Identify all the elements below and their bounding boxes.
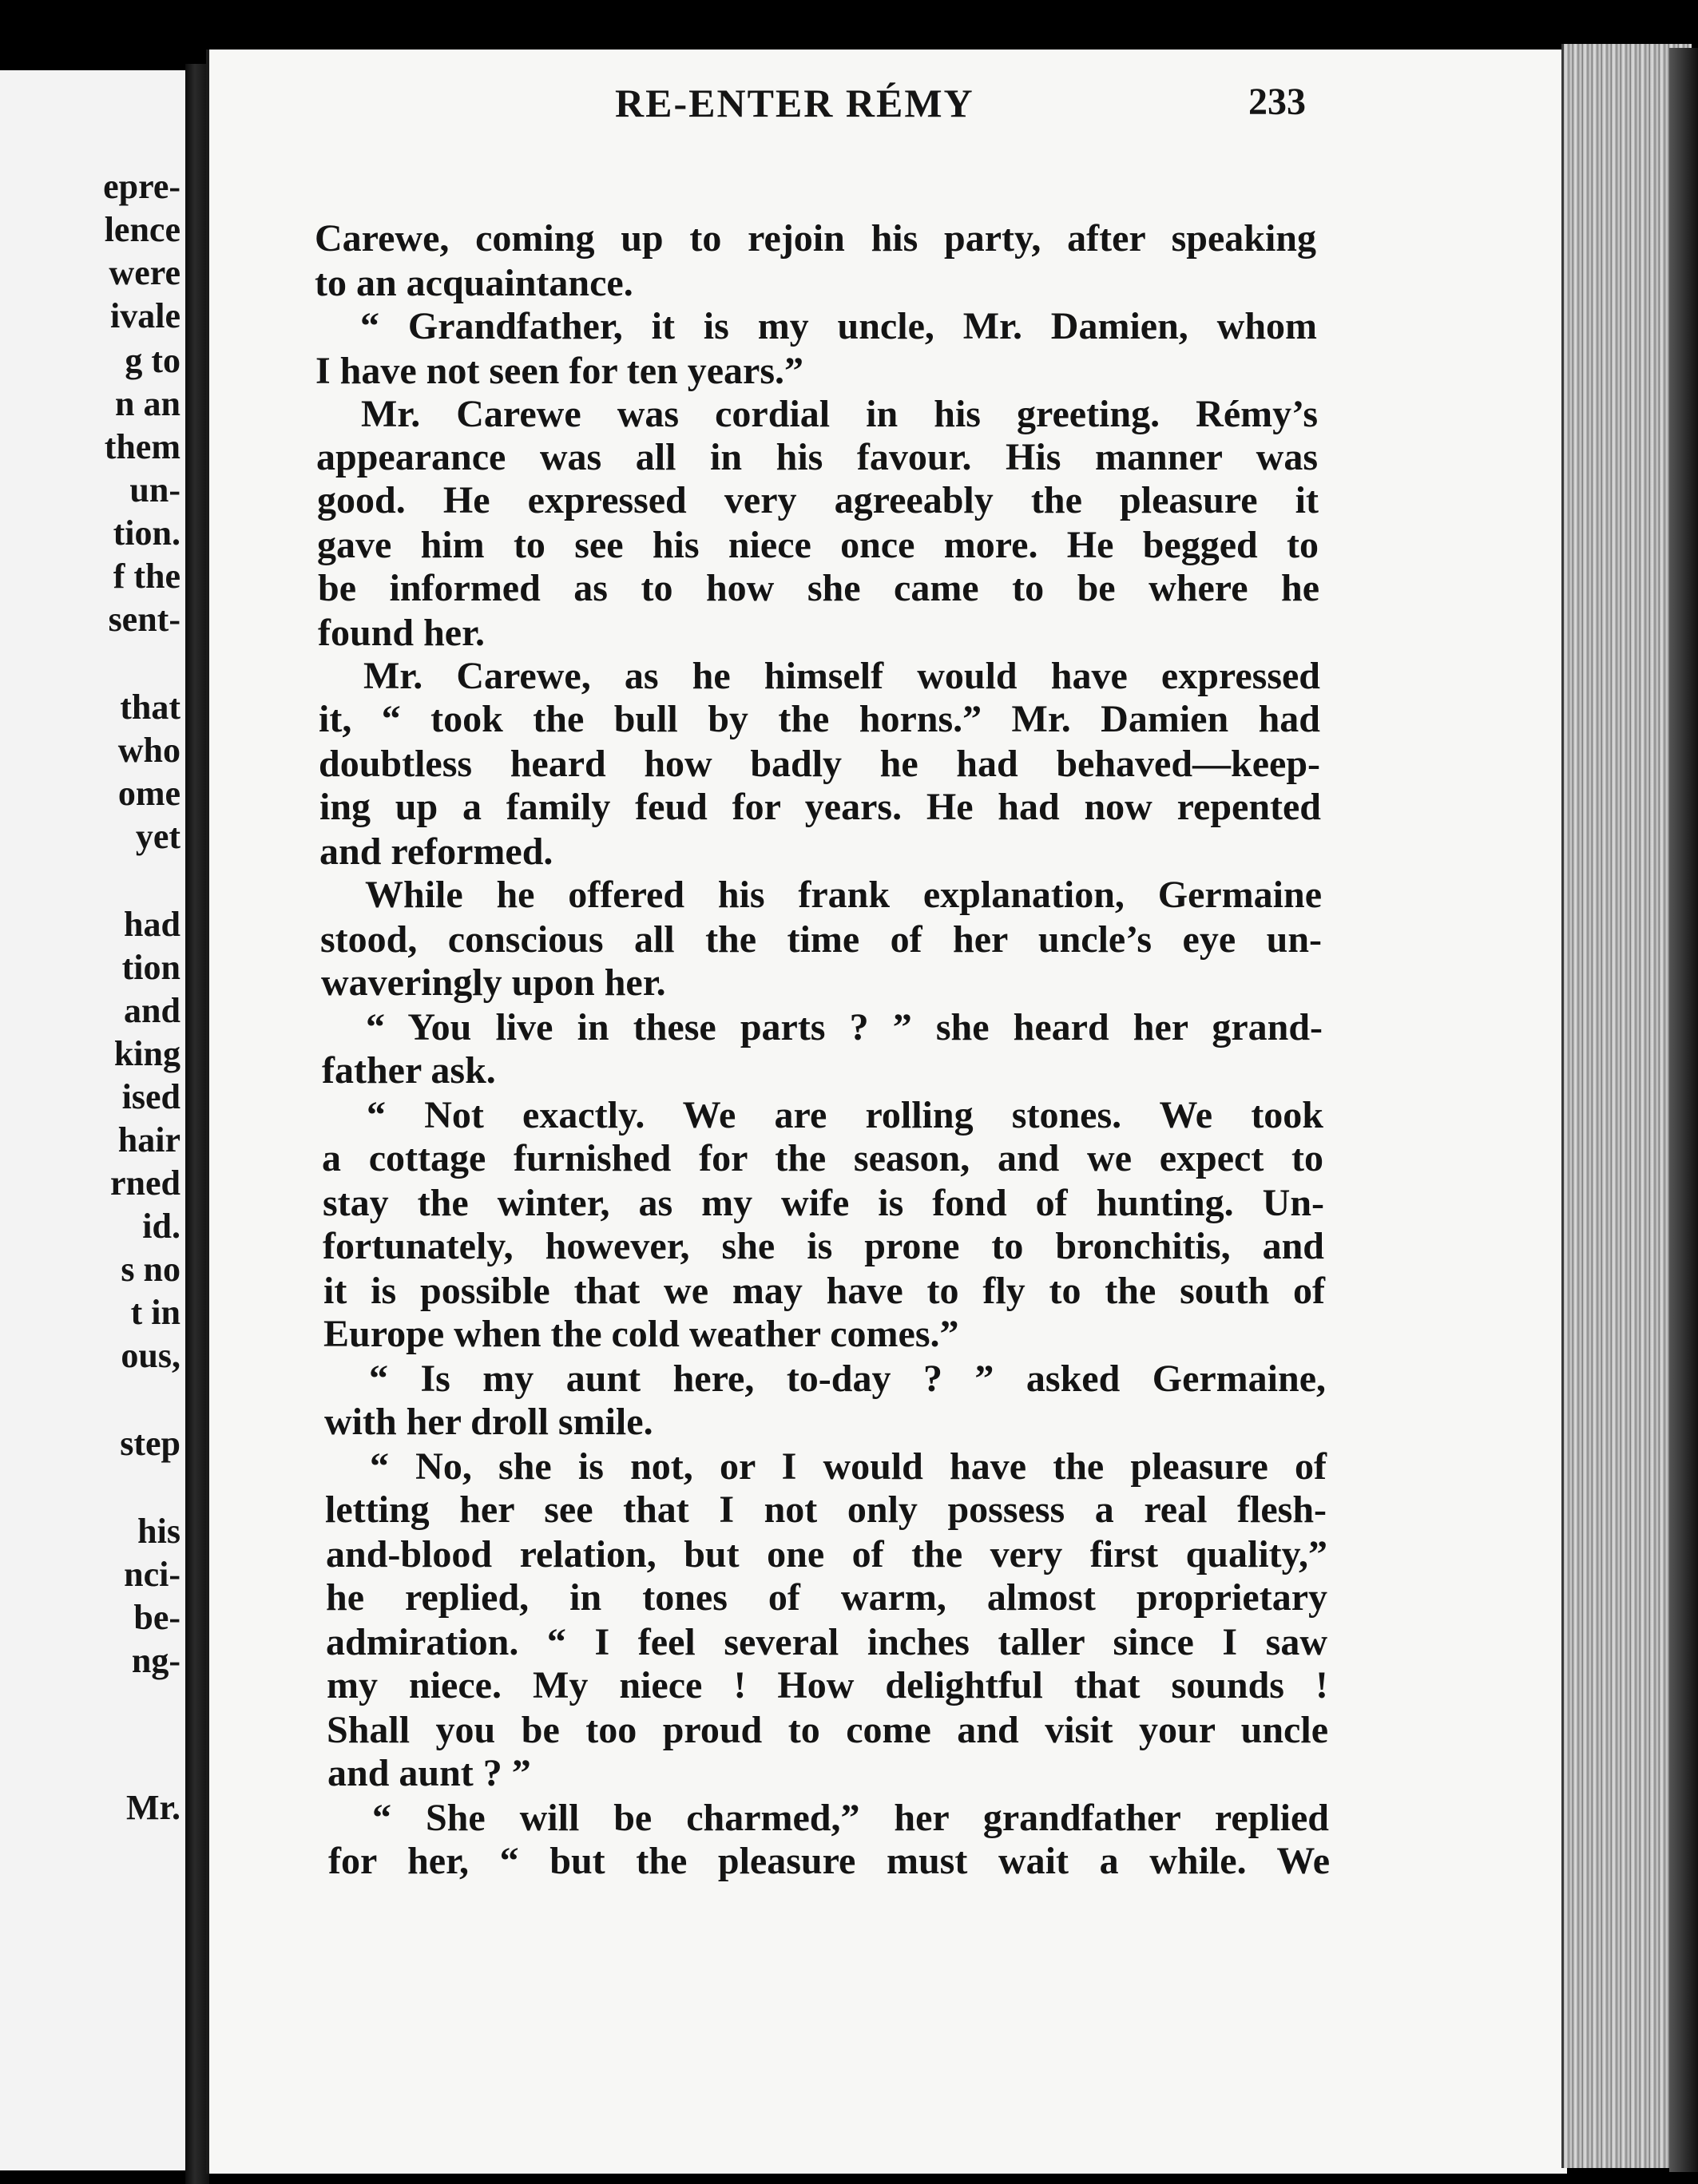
- text-line: gave him to see his niece once more. He begged to: [317, 524, 1319, 566]
- running-head: RE-ENTER RÉMY: [615, 81, 974, 125]
- left-page-fragment: nci-: [124, 1555, 181, 1594]
- left-page-fragment: t in: [130, 1293, 181, 1332]
- text-line: Mr. Carewe, as he himself would have expressed: [363, 655, 1320, 697]
- text-line: “ Is my aunt here, to-day ? ” asked Germaine,: [369, 1358, 1326, 1400]
- text-line: letting her see that I not only possess a real flesh-: [325, 1488, 1327, 1531]
- left-page-fragment: ised: [121, 1077, 181, 1116]
- left-page-fragment: Mr.: [125, 1788, 181, 1827]
- text-line: and aunt ? ”: [327, 1752, 531, 1794]
- text-line: Europe when the cold weather comes.”: [323, 1313, 959, 1355]
- text-line: fortunately, however, she is prone to bronchitis, and: [323, 1225, 1324, 1267]
- text-line: Shall you be too proud to come and visit your uncle: [327, 1709, 1328, 1751]
- text-line: it, “ took the bull by the horns.” Mr. Damien had: [319, 698, 1320, 740]
- left-page-fragment: g to: [125, 341, 181, 380]
- text-line: “ You live in these parts ? ” she heard her grand-: [366, 1006, 1323, 1048]
- left-page-fragment: id.: [142, 1207, 181, 1246]
- text-line: found her.: [318, 612, 485, 654]
- book-edge-shadow: [1669, 48, 1698, 2172]
- left-page-fragment: and: [124, 991, 181, 1030]
- left-page-fragment: n an: [115, 384, 181, 423]
- left-page-fragment: rned: [110, 1163, 181, 1203]
- text-line: stay the winter, as my wife is fond of hunting. Un-: [323, 1182, 1324, 1224]
- left-page-fragment: f the: [113, 557, 181, 596]
- text-line: stood, conscious all the time of her uncle’s eye un-: [320, 918, 1322, 961]
- text-line: Mr. Carewe was cordial in his greeting. Rémy’s: [361, 393, 1318, 435]
- left-page-fragment: ome: [117, 774, 181, 813]
- text-line: appearance was all in his favour. His manner was: [316, 436, 1318, 478]
- text-line: “ No, she is not, or I would have the pleasure of: [370, 1445, 1327, 1488]
- left-page-fragment: that: [120, 688, 181, 727]
- text-line: my niece. My niece ! How delightful that sounds !: [327, 1664, 1328, 1706]
- left-page-fragment: his: [137, 1512, 181, 1551]
- text-line: admiration. “ I feel several inches taller since I saw: [326, 1621, 1327, 1663]
- left-page-fragment: epre-: [103, 167, 181, 206]
- left-page-fragment: tion.: [113, 513, 181, 553]
- left-page-fragment: were: [109, 253, 181, 292]
- text-line: a cottage furnished for the season, and we expect to: [322, 1137, 1323, 1179]
- left-page-fragment: s no: [121, 1250, 181, 1289]
- text-line: waveringly upon her.: [321, 961, 666, 1004]
- text-line: Carewe, coming up to rejoin his party, after speaking: [315, 217, 1316, 260]
- left-page-fragment: sent-: [108, 600, 181, 639]
- text-line: doubtless heard how badly he had behaved—keep-: [319, 743, 1320, 785]
- left-page-fragment: tion: [121, 948, 181, 987]
- text-line: to an acquaintance.: [315, 262, 633, 304]
- text-line: “ Not exactly. We are rolling stones. We took: [367, 1094, 1323, 1136]
- text-line: “ She will be charmed,” her grandfather replied: [372, 1797, 1329, 1839]
- text-line: father ask.: [322, 1049, 496, 1092]
- left-page-fragment: ivale: [110, 296, 181, 335]
- text-line: While he offered his frank explanation, Germaine: [365, 874, 1322, 916]
- page-number: 233: [1248, 81, 1306, 123]
- left-page-fragment: step: [120, 1424, 181, 1463]
- text-line: be informed as to how she came to be where he: [318, 567, 1319, 609]
- left-page-fragment: hair: [117, 1120, 181, 1159]
- left-page-fragment: who: [117, 731, 181, 770]
- text-line: with her droll smile.: [324, 1401, 653, 1443]
- text-line: “ Grandfather, it is my uncle, Mr. Damien, whom: [360, 305, 1317, 347]
- text-line: I have not seen for ten years.”: [315, 350, 804, 392]
- left-page-fragment: be-: [133, 1598, 181, 1637]
- left-page-fragment: lence: [104, 210, 181, 249]
- text-line: he replied, in tones of warm, almost proprietary: [326, 1576, 1327, 1619]
- left-page: [0, 70, 188, 2170]
- text-line: ing up a family feud for years. He had now repented: [319, 786, 1321, 828]
- text-line: and reformed.: [319, 830, 553, 873]
- left-page-fragment: them: [104, 427, 181, 466]
- left-page-fragment: yet: [135, 817, 181, 856]
- left-page-fragment: un-: [129, 470, 181, 509]
- left-page-fragment: ng-: [131, 1641, 181, 1680]
- left-page-fragment: had: [124, 905, 181, 944]
- text-line: it is possible that we may have to fly to the south of: [323, 1270, 1325, 1312]
- text-line: good. He expressed very agreeably the pleasure it: [317, 479, 1319, 521]
- text-line: for her, “ but the pleasure must wait a while. We: [328, 1840, 1330, 1882]
- text-line: and-blood relation, but one of the very first quality,”: [326, 1533, 1327, 1576]
- left-page-fragment: king: [113, 1034, 181, 1073]
- left-page-fragment: ous,: [121, 1336, 181, 1375]
